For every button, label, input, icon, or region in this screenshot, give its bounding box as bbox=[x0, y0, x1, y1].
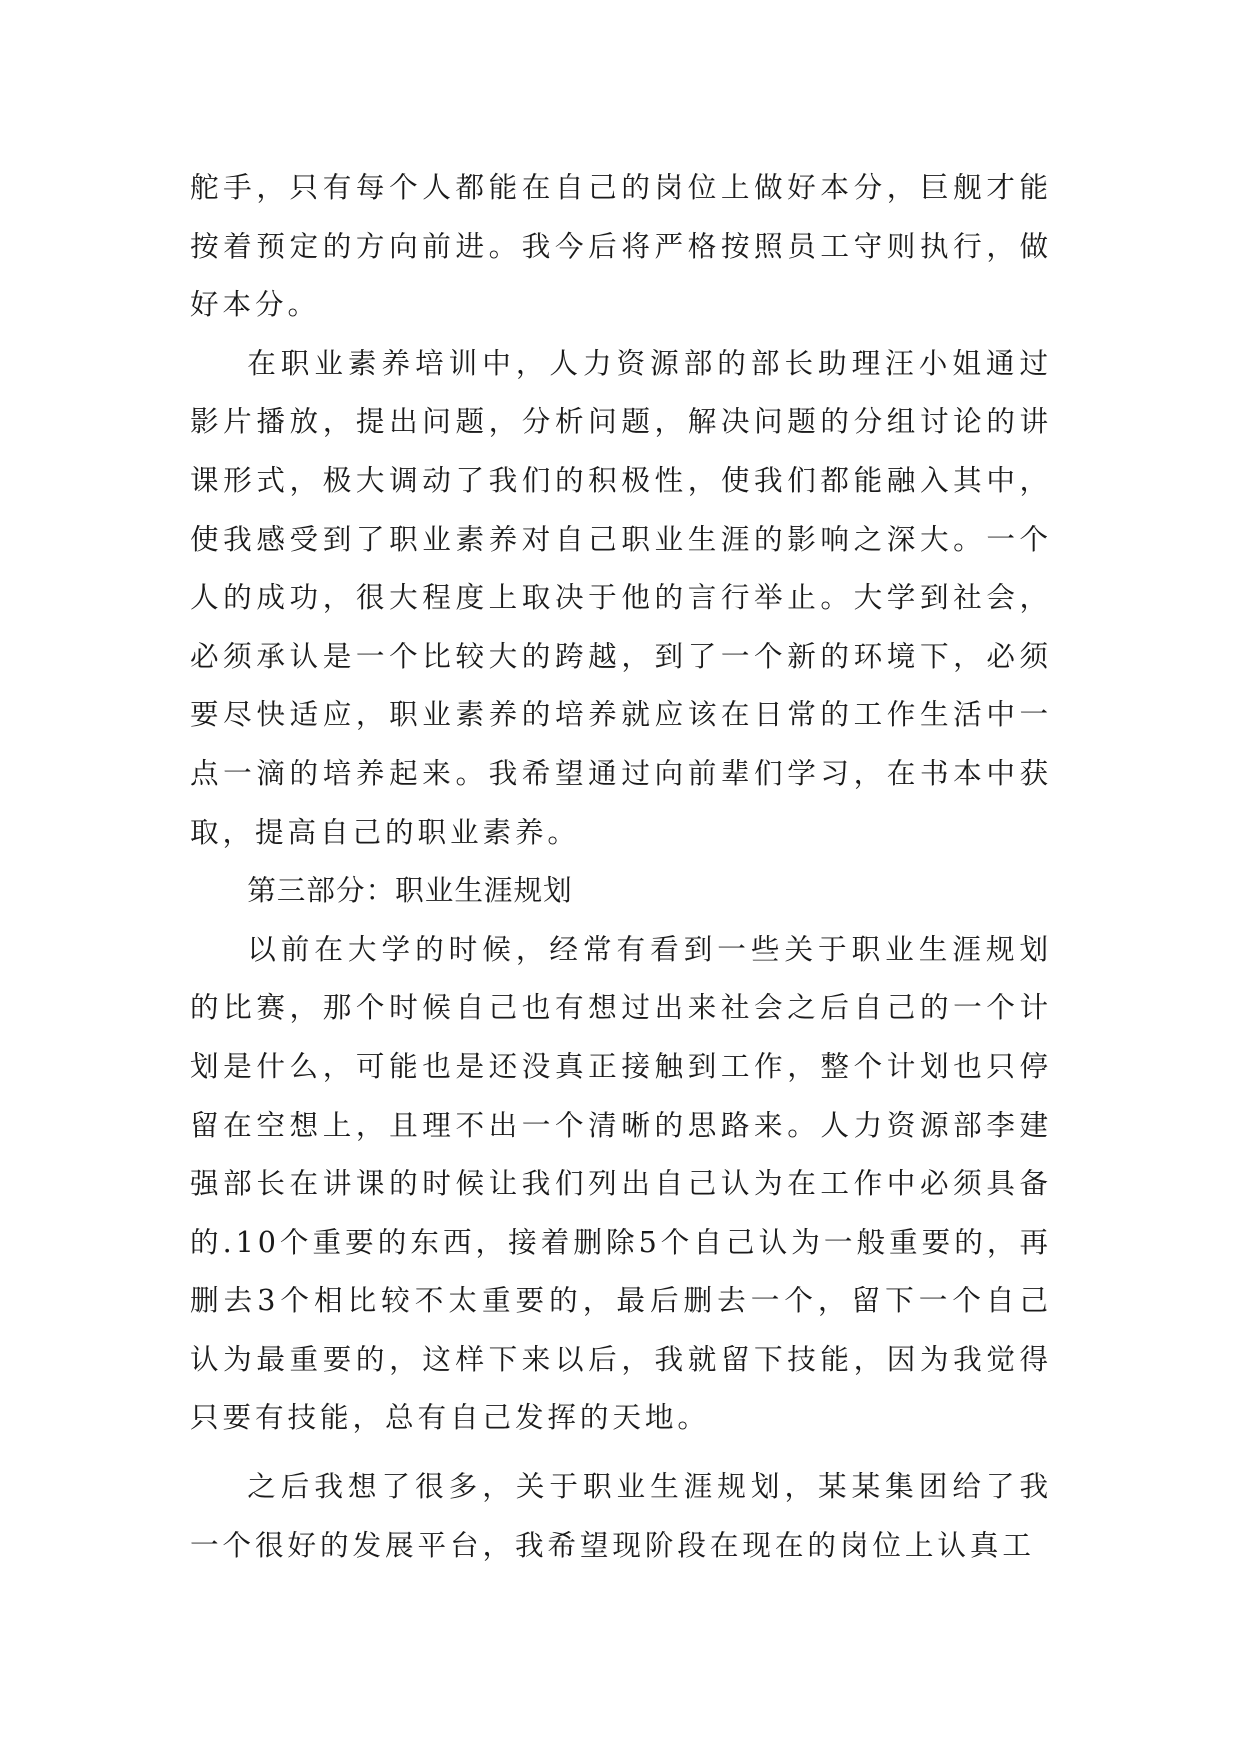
document-body bbox=[190, 158, 1052, 1574]
paragraph-career-planning: 以前在大学的时候，经常有看到一些关于职业生涯规划的比赛，那个时候自己也有想过出来社会之后自己的一个计划是什么，可能也是还没真正接触到工作，整个计划也只停留在空想上，且理不出一个清晰的思路来。人力资源部李建强部长在讲课的时候让我们列出自己认为在工作中必须具备的.10个重要的东西，接着删除5个自己认为一般重要的，再删去3个相比较不太重要的，最后删去一个，留下一个自己认为最重要的，这样下来以后，我就留下技能，因为我觉得只要有技能，总有自己发挥的天地。 bbox=[190, 931, 1052, 1435]
paragraph-continuation: 舵手，只有每个人都能在自己的岗位上做好本分，巨舰才能按着预定的方向前进。我今后将严格按照员工守则执行，做好本分。 bbox=[190, 170, 1052, 322]
paragraph-future-plans: 之后我想了很多，关于职业生涯规划，某某集团给了我一个很好的发展平台，我希望现阶段在现在的岗位上认真工 bbox=[190, 1469, 1052, 1562]
paragraph-professional-quality: 在职业素养培训中，人力资源部的部长助理汪小姐通过影片播放，提出问题，分析问题，解决问题的分组讨论的讲课形式，极大调动了我们的积极性，使我们都能融入其中，使我感受到了职业素养对自己职业生涯的影响之深大。一个人的成功，很大程度上取决于他的言行举止。大学到社会，必须承认是一个比较大的跨越，到了一个新的环境下，必须要尽快适应，职业素养的培养就应该在日常的工作生活中一点一滴的培养起来。我希望通过向前辈们学习，在书本中获取，提高自己的职业素养。 bbox=[190, 345, 1052, 849]
section-heading-career-planning: 第三部分：职业生涯规划 bbox=[247, 873, 573, 908]
